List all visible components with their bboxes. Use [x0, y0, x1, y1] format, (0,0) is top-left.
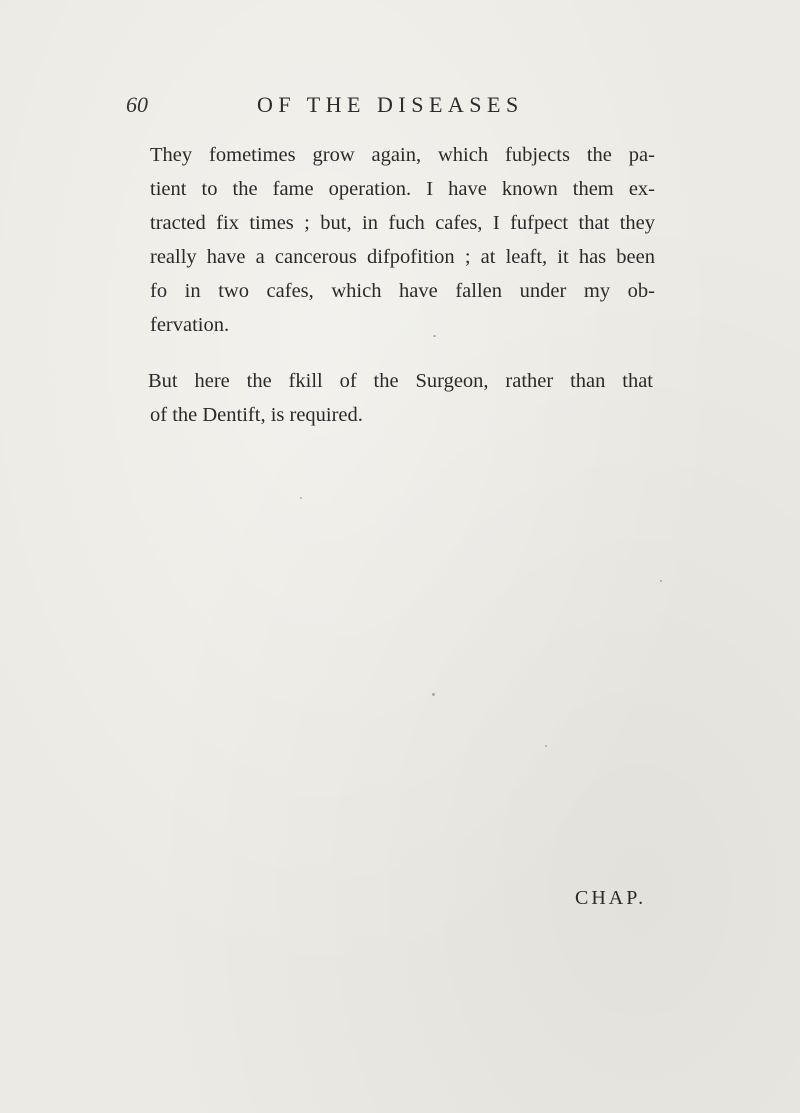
- paragraph-2-line-1: But here the fkill of the Surgeon, rather than that: [148, 370, 653, 392]
- paragraph-2-line-2: of the Dentift, is required.: [150, 404, 363, 426]
- paragraph-1-line-4: really have a cancerous difpofition ; at leaft, it has been: [150, 246, 655, 268]
- paper-speck: [660, 580, 662, 582]
- paper-speck: [433, 335, 436, 337]
- paragraph-1-line-5: fo in two cafes, which have fallen under my ob-: [150, 280, 655, 302]
- page-header: [126, 92, 686, 122]
- page-number: 60: [126, 92, 148, 117]
- paragraph-1-line-3: tracted fix times ; but, in fuch cafes, I fufpect that they: [150, 212, 655, 234]
- paragraph-1-line-1: They fometimes grow again, which fubjects the pa-: [150, 144, 655, 166]
- running-head: OF THE DISEASES: [257, 92, 524, 117]
- paper-speck: [300, 497, 302, 499]
- paper-speck: [545, 745, 547, 747]
- paper-speck: [432, 693, 435, 696]
- catchword: CHAP.: [575, 887, 647, 909]
- paragraph-1-line-2: tient to the fame operation. I have known them ex-: [150, 178, 655, 200]
- paragraph-1-line-6: fervation.: [150, 314, 230, 336]
